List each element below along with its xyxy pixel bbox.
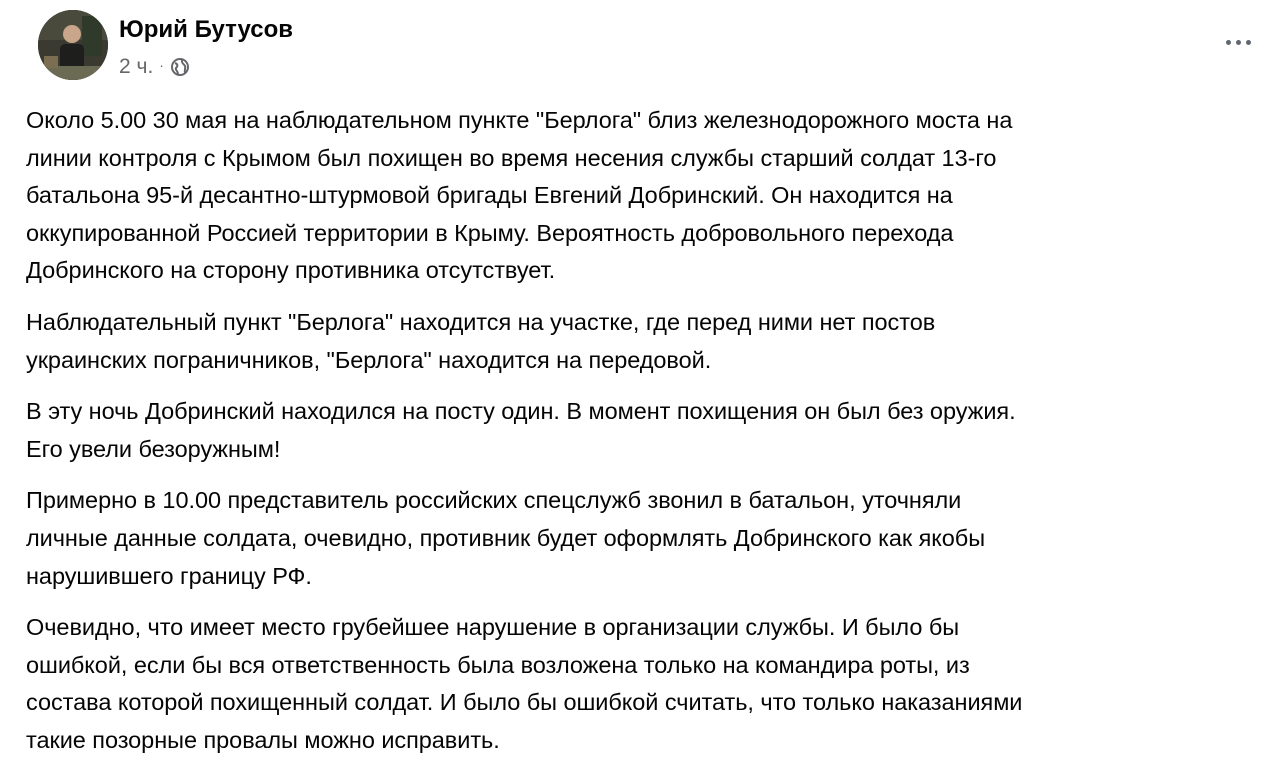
more-dot xyxy=(1236,40,1241,45)
post-paragraph: В эту ночь Добринский находился на посту один. В момент похищения он был без оружия. Его увели безоружным! xyxy=(26,398,1016,462)
post-meta xyxy=(119,52,190,82)
post-time[interactable]: 2 ч. xyxy=(119,55,154,78)
post-paragraph: Примерно в 10.00 представитель российских спецслужб звонил в батальон, уточняли личные данные солдата, очевидно, противник будет оформлять Добринского как якобы нарушившего границу РФ. xyxy=(26,487,986,589)
post-body xyxy=(26,102,1266,774)
author-avatar[interactable] xyxy=(38,10,108,80)
author-name[interactable]: Юрий Бутусов xyxy=(119,16,294,43)
post-header xyxy=(38,10,1268,90)
more-dot xyxy=(1246,40,1251,45)
globe-icon[interactable] xyxy=(170,57,190,77)
more-dot xyxy=(1226,40,1231,45)
meta-separator: · xyxy=(159,57,164,73)
post-paragraph: Очевидно, что имеет место грубейшее нарушение в организации службы. И было бы ошибкой, если бы вся ответственность была возложена только на командира роты, из состава которой похищенный солдат. И было бы ошибкой считать, что только наказаниями такие позорные провалы можно исправить. xyxy=(26,614,1023,753)
more-options-icon[interactable] xyxy=(1216,28,1260,56)
post-paragraph: Около 5.00 30 мая на наблюдательном пункте "Берлога" близ железнодорожного моста на линии контроля с Крымом был похищен во время несения службы старший солдат 13-го батальона 95-й десантно-штурмовой бригады Евгений Добринский. Он находится на оккупированной Россией территории в Крыму. Вероятность добровольного перехода Добринского на сторону противника отсутствует. xyxy=(26,107,1013,284)
post-paragraph: Наблюдательный пункт "Берлога" находится на участке, где перед ними нет постов украинских пограничников, "Берлога" находится на передовой. xyxy=(26,308,936,373)
